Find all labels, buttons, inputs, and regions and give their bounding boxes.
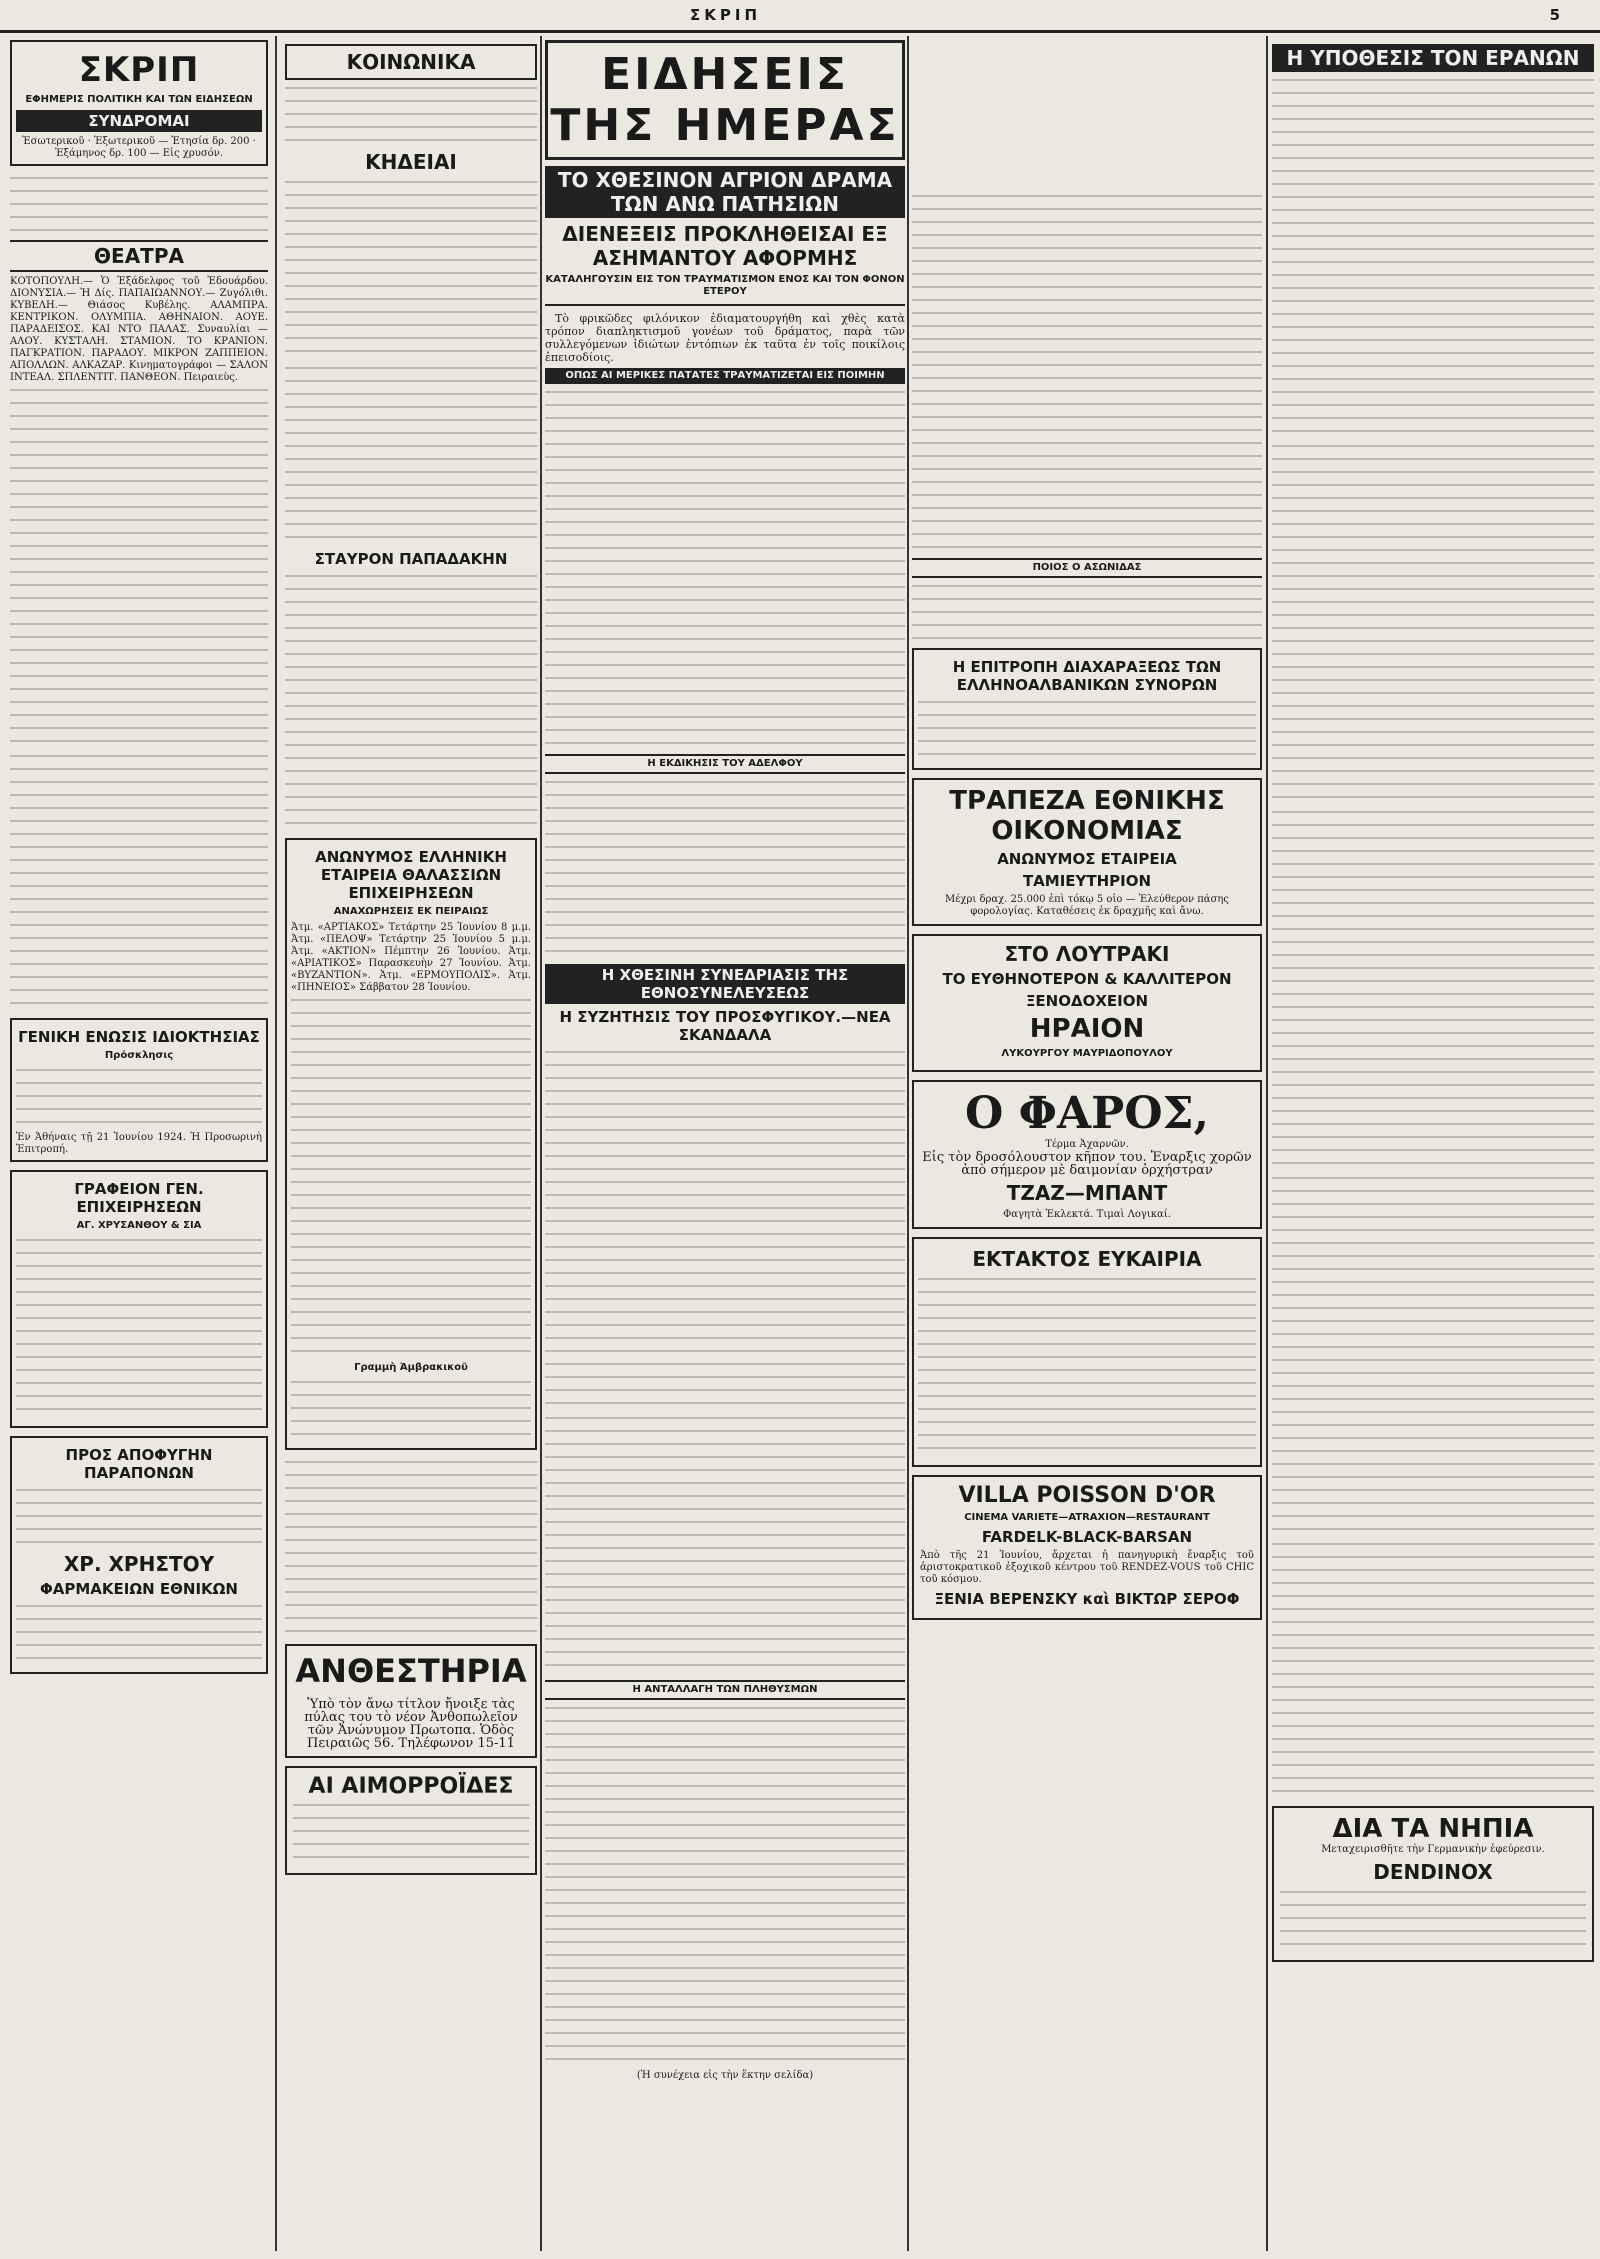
notice-title: ΠΡΟΣ ΑΠΟΦΥΓΗΝ ΠΑΡΑΠΟΝΩΝ	[65, 1446, 213, 1482]
bank-kind: ΤΑΜΙΕΥΤΗΡΙΟΝ	[1022, 872, 1152, 890]
faros-jazz: ΤΖΑΖ—ΜΠΑΝΤ	[1006, 1181, 1168, 1205]
funerals-heading: ΚΗΔΕΙΑΙ	[365, 150, 457, 174]
shipping-ad	[285, 838, 537, 1450]
anthestiria-ad	[285, 1644, 537, 1758]
haemorrhoids-title: ΑΙ ΑΙΜΟΡΡΟΪΔΕΣ	[308, 1774, 514, 1799]
faros-subtitle: Τέρμα Ἀχαρνῶν.	[1045, 1139, 1129, 1150]
opportunity-ad	[912, 1237, 1262, 1467]
commission-title: Η ΕΠΙΤΡΟΠΗ ΔΙΑΧΑΡΑΞΕΩΣ ΤΩΝ ΕΛΛΗΝΟΑΛΒΑΝΙΚΩΝ ΣΥΝΟΡΩΝ	[952, 658, 1222, 694]
column-1	[10, 40, 268, 2250]
lead-deck-2: ΚΑΤΑΛΗΓΟΥΣΙΝ ΕΙΣ ΤΟΝ ΤΡΑΥΜΑΤΙΣΜΟΝ ΕΝΟΣ ΚΑΙ ΤΟΝ ΦΟΝΟΝ ΕΤΕΡΟΥ	[545, 274, 905, 297]
subhead: ΠΟΙΟΣ Ο ΑΣΩΝΙΔΑΣ	[912, 558, 1262, 578]
lead-deck: ΔΙΕΝΕΞΕΙΣ ΠΡΟΚΛΗΘΕΙΣΑΙ ΕΞ ΑΣΗΜΑΝΤΟΥ ΑΦΟΡΜΗΣ	[562, 222, 888, 270]
text-block	[1272, 442, 1594, 802]
text-block	[10, 752, 268, 1012]
border-commission	[912, 648, 1262, 770]
column-rule	[907, 36, 909, 2251]
shipping-subtitle: ΑΝΑΧΩΡΗΣΕΙΣ ΕΚ ΠΕΙΡΑΙΩΣ	[333, 906, 489, 917]
loutraki-title: ΣΤΟ ΛΟΥΤΡΑΚΙ	[1004, 942, 1170, 966]
page-number: 5	[1549, 6, 1560, 24]
text-block	[16, 1602, 262, 1662]
lead-paragraph: Τὸ φρικῶδες φιλόνικον ἐδιαματουργήθη καὶ χθὲς κατὰ τρόπον διαπληκτισμοῦ γονέων τοῦ δράματος, παρὰ τῶν συλλεγόμενων ἰδιώτων ἐντόπιων ἐκ ταῦτα ἐν τοῖς ποικίλοις ἐπεισοδίοις.	[545, 312, 905, 364]
news-banner	[545, 40, 905, 160]
hotel-name: ΗΡΑΙΟΝ	[1029, 1014, 1145, 1044]
text-block	[291, 996, 531, 1356]
column-2	[285, 40, 537, 2250]
text-block	[16, 1066, 262, 1126]
text-block	[918, 1275, 1256, 1455]
divider	[545, 304, 905, 306]
theatre-heading: ΘΕΑΤΡΑ	[10, 240, 268, 272]
text-block	[285, 572, 537, 832]
faros-title: Ο ΦΑΡΟΣ,	[965, 1088, 1209, 1139]
villa-names: ΞΕΝΙΑ ΒΕΡΕΝΣΚΥ καὶ ΒΙΚΤΩΡ ΣΕΡΟΦ	[934, 1590, 1240, 1608]
villa-band: FARDELK-BLACK-BARSAN	[981, 1528, 1193, 1546]
text-block	[918, 698, 1256, 758]
haemorrhoids-ad	[285, 1766, 537, 1875]
text-block	[293, 1801, 529, 1861]
shipping-line: Γραμμὴ Ἀμβρακικοῦ	[354, 1362, 468, 1373]
nameplate-title: ΣΚΡΙΠ	[78, 50, 200, 90]
subhead: Η ΕΚΔΙΚΗΣΙΣ ΤΟΥ ΑΔΕΛΦΟΥ	[545, 754, 905, 774]
text-block	[545, 1048, 905, 1408]
bank-title: ΤΡΑΠΕΖΑ ΕΘΝΙΚΗΣ ΟΙΚΟΝΟΜΙΑΣ	[949, 786, 1225, 846]
loutraki-subtitle: ΤΟ ΕΥΘΗΝΟΤΕΡΟΝ & ΚΑΛΛΙΤΕΡΟΝ	[942, 970, 1232, 988]
text-block	[545, 1704, 905, 2064]
lead-story-top	[912, 40, 1262, 190]
text-block	[1280, 1888, 1586, 1948]
continued-note: (Ἡ συνέχεια εἰς τὴν ἕκτην σελίδα)	[636, 2070, 814, 2081]
column-rule	[275, 36, 277, 2251]
assembly-headline-2: Η ΣΥΖΗΤΗΣΙΣ ΤΟΥ ΠΡΟΣΦΥΓΙΚΟΥ.—ΝΕΑ ΣΚΑΝΔΑΛΑ	[559, 1008, 891, 1044]
funeral-name: ΣΤΑΥΡΟΝ ΠΑΠΑΔΑΚΗΝ	[314, 550, 508, 568]
text-block	[285, 84, 537, 144]
news-banner-title: ΕΙΔΗΣΕΙΣ ΤΗΣ ΗΜΕΡΑΣ	[550, 49, 900, 151]
text-block	[16, 1236, 262, 1416]
notice-subtitle: ΑΓ. ΧΡΥΣΑΝΘΟΥ & ΣΙΑ	[76, 1220, 202, 1231]
anthestiria-text: Ὑπὸ τὸν ἄνω τίτλον ἤνοιξε τὰς πύλας του τὸ νέον Ἀνθοπωλεῖον τῶν Ἀνώνυμον Πρωτοπα. Ὁδὸς Πειραιῶς 56. Τηλέφωνον 15-11	[304, 1697, 518, 1751]
notice-shop: ΦΑΡΜΑΚΕΙΩΝ ΕΘΝΙΚΩΝ	[40, 1580, 238, 1598]
subscriptions-heading: ΣΥΝΔΡΟΜΑΙ	[16, 110, 262, 132]
shipping-title: ΑΝΩΝΥΜΟΣ ΕΛΛΗΝΙΚΗ ΕΤΑΙΡΕΙΑ ΘΑΛΑΣΣΙΩΝ ΕΠΙΧΕΙΡΗΣΕΩΝ	[315, 848, 507, 902]
text-block	[10, 386, 268, 746]
notice-signature: Ἐν Ἀθήναις τῇ 21 Ἰουνίου 1924. Ἡ Προσωρινὴ Ἐπιτροπή.	[16, 1132, 262, 1155]
hotel-label: ΞΕΝΟΔΟΧΕΙΟΝ	[1025, 992, 1149, 1010]
text-block	[285, 178, 537, 358]
text-block	[291, 1378, 531, 1438]
shipping-schedule: Ἀτμ. «ΑΡΤΙΑΚΟΣ» Τετάρτην 25 Ἰουνίου 8 μ.μ. Ἀτμ. «ΠΕΛΟΨ» Τετάρτην 25 Ἰουνίου 5 μ.μ. Ἀτμ. «ΑΚΤΙΟΝ» Πέμπτην 26 Ἰουνίου. Ἀτμ. «ΑΡΙΑΤΙΚΟΣ» Παρασκευὴν 27 Ἰουνίου. Ἀτμ. «ΒΥΖΑΝΤΙΟΝ». Ἀτμ. «ΕΡΜΟΥΠΟΛΙΣ». Ἀτμ. «ΠΗΝΕΙΟΣ» Σάββατον 28 Ἰουνίου.	[291, 922, 531, 993]
column-rule	[1266, 36, 1268, 2251]
notice-title: ΓΡΑΦΕΙΟΝ ΓΕΝ. ΕΠΙΧΕΙΡΗΣΕΩΝ	[74, 1180, 204, 1216]
faros-text: Εἰς τὸν δροσόλουστον κῆπον του. Ἐναρξις χορῶν ἀπὸ σήμερον μὲ δαιμονίαν ὀρχήστραν	[922, 1150, 1252, 1178]
subhead: ΟΠΩΣ ΑΙ ΜΕΡΙΚΕΣ ΠΑΤΑΤΕΣ ΤΡΑΥΜΑΤΙΖΕΤΑΙ ΕΙΣ ΠΟΙΜΗΝ	[545, 368, 905, 384]
bank-subtitle: ΑΝΩΝΥΜΟΣ ΕΤΑΙΡΕΙΑ	[997, 850, 1177, 868]
hotel-owner: ΛΥΚΟΥΡΓΟΥ ΜΑΥΡΙΔΟΠΟΥΛΟΥ	[1001, 1048, 1173, 1059]
babies-subtitle: Μεταχειρισθῆτε τὴν Γερμανικὴν ἐφεύρεσιν.	[1321, 1844, 1545, 1855]
notice-property-union	[10, 1018, 268, 1162]
lead-headline: ΤΟ ΧΘΕΣΙΝΟΝ ΑΓΡΙΟΝ ΔΡΑΜΑ ΤΩΝ ΑΝΩ ΠΑΤΗΣΙΩΝ	[545, 166, 905, 218]
text-block	[545, 778, 905, 958]
text-block	[545, 1414, 905, 1674]
villa-subtitle: CINEMA VARIETE—ATRAXION—RESTAURANT	[964, 1512, 1210, 1523]
nameplate	[10, 40, 268, 166]
text-block	[1272, 808, 1594, 1168]
assembly-headline: Η ΧΘΕΣΙΝΗ ΣΥΝΕΔΡΙΑΣΙΣ ΤΗΣ ΕΘΝΟΣΥΝΕΛΕΥΣΕΩΣ	[545, 964, 905, 1004]
column-rule	[540, 36, 542, 2251]
subscriptions-text: Ἐσωτερικοῦ · Ἐξωτερικοῦ — Ἐτησία δρ. 200 · Ἑξάμηνος δρ. 100 — Εἰς χρυσόν.	[22, 136, 256, 159]
villa-ad	[912, 1475, 1262, 1620]
notice-title: ΓΕΝΙΚΗ ΕΝΩΣΙΣ ΙΔΙΟΚΤΗΣΙΑΣ	[18, 1028, 260, 1046]
column-4	[912, 40, 1262, 2250]
opportunity-title: ΕΚΤΑΚΤΟΣ ΕΥΚΑΙΡΙΑ	[972, 1247, 1202, 1271]
notice-business-office	[10, 1170, 268, 1428]
text-block	[10, 174, 268, 234]
text-block	[1272, 1174, 1594, 1534]
text-block	[912, 192, 1262, 552]
social-heading: ΚΟΙΝΩΝΙΚΑ	[285, 44, 537, 80]
text-block	[1272, 76, 1594, 436]
text-block	[16, 1486, 262, 1546]
notice-name: ΧΡ. ΧΡΗΣΤΟΥ	[63, 1552, 215, 1576]
column-5	[1272, 40, 1594, 2250]
anthestiria-title: ΑΝΘΕΣΤΗΡΙΑ	[295, 1652, 527, 1690]
notice-subtitle: Πρόσκλησις	[104, 1050, 174, 1061]
babies-title: ΔΙΑ ΤΑ ΝΗΠΙΑ	[1332, 1814, 1534, 1844]
notice-pharmacy	[10, 1436, 268, 1674]
faros-footer: Φαγητὰ Ἐκλεκτά. Τιμαὶ Λογικαί.	[1003, 1209, 1171, 1220]
villa-title: VILLA POISSON D'OR	[958, 1483, 1216, 1508]
product-name: DENDINOX	[1373, 1860, 1493, 1884]
text-block	[545, 388, 905, 748]
text-block	[285, 364, 537, 544]
subhead: Η ΑΝΤΑΛΛΑΓΗ ΤΩΝ ΠΛΗΘΥΣΜΩΝ	[545, 1680, 905, 1700]
loutraki-ad	[912, 934, 1262, 1072]
text-block	[912, 582, 1262, 642]
bank-text: Μέχρι δραχ. 25.000 ἐπὶ τόκῳ 5 οἰο — Ἐλεύθερον πάσης φορολογίας. Καταθέσεις ἐκ δραχμῆς καὶ ἄνω.	[945, 894, 1229, 917]
header-masthead: ΣΚΡΙΠ	[690, 6, 761, 24]
text-block	[285, 1458, 537, 1638]
villa-text: Ἀπὸ τῆς 21 Ἰουνίου, ἄρχεται ἡ πανηγυρικὴ ἔναρξις τοῦ ἀριστοκρατικοῦ ἐξοχικοῦ κέντρου τοῦ RENDEZ-VOUS τοῦ CHIC τοῦ κόσμου.	[920, 1550, 1254, 1585]
babies-ad	[1272, 1806, 1594, 1962]
column-3	[545, 40, 905, 2250]
bank-ad	[912, 778, 1262, 926]
theatre-listings: ΚΟΤΟΠΟΥΛΗ.— Ὁ Ἐξάδελφος τοῦ Ἐδουάρδου. ΔΙΟΝΥΣΙΑ.— Ἡ Δίς. ΠΑΠΑΙΩΑΝΝΟΥ.— Ζυγόλιθι. ΚΥΒΕΛΗ.— Θιάσος Κυβέλης. ΑΛΑΜΠΡΑ. ΚΕΝΤΡΙΚΟΝ. ΟΛΥΜΠΙΑ. ΑΘΗΝΑΙΟΝ. ΑΟΥΕ. ΠΑΡΑΔΕΙΣΟΣ. ΚΑΙ ΝΤΟ ΠΑΛΑΣ. Συναυλίαι — ΑΛΟΥ. ΚΥΣΤΑΛΗ. ΣΤΑΜΙΟΝ. ΤΟ ΚΡΑΝΙΟΝ. ΠΑΓΚΡΑΤΙΟΝ. ΠΑΡΑΔΟΥ. ΜΙΚΡΟΝ ΖΑΠΠΕΙΟΝ. ΑΠΟΛΛΩΝ. ΑΛΚΑΖΑΡ. Κινηματογράφοι — ΣΑΛΟΝ ΙΝΤΕΑΛ. ΣΠΛΕΝΤΙΤ. ΠΑΝΘΕΟΝ. Πειραιεὺς.	[10, 276, 268, 383]
nameplate-subtitle: ΕΦΗΜΕΡΙΣ ΠΟΛΙΤΙΚΗ ΚΑΙ ΤΩΝ ΕΙΔΗΣΕΩΝ	[25, 94, 253, 105]
faros-ad	[912, 1080, 1262, 1229]
page-header	[0, 0, 1600, 33]
donations-headline: Η ΥΠΟΘΕΣΙΣ ΤΟΝ ΕΡΑΝΩΝ	[1272, 44, 1594, 72]
text-block	[1272, 1540, 1594, 1800]
